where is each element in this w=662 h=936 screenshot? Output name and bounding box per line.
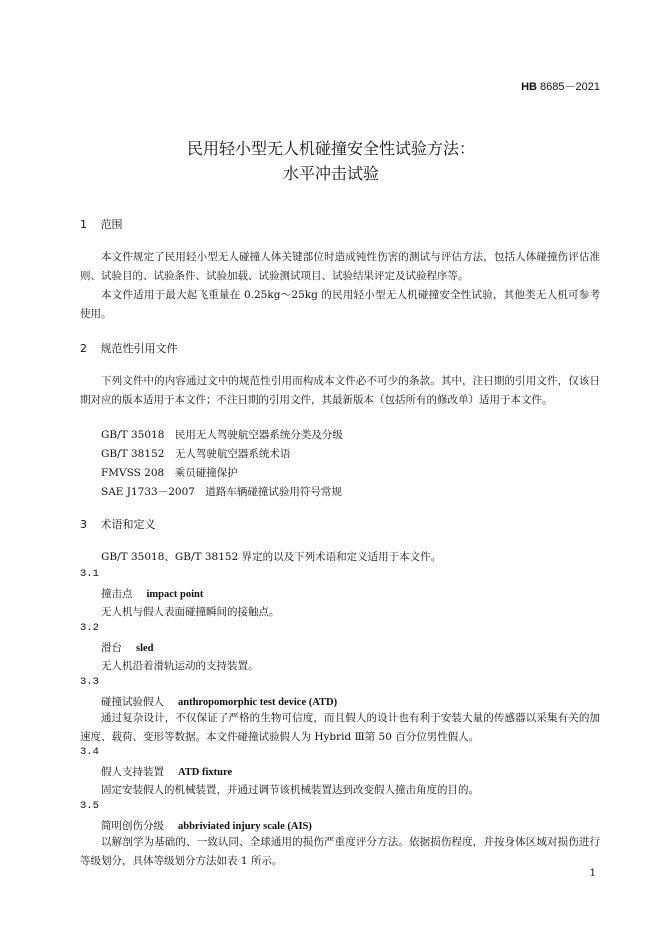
reference-item: GB/T 38152 无人驾驶航空器系统术语 [101, 448, 291, 460]
scope-paragraph-2: 本文件适用于最大起飞重量在 0.25kg～25kg 的民用轻小型无人机碰撞安全性试验，其他类无人机可参考使用。 [80, 289, 600, 320]
term-entry [101, 764, 232, 779]
term-definition: 以解剖学为基础的、一致认同、全球通用的损伤严重度评分方法。依据损伤程度，并按身体区域对损伤进行等级划分，具体等级划分方法如表 1 所示。 [80, 836, 600, 867]
section-title: 术语和定义 [100, 518, 156, 531]
section-heading-normative-references [80, 340, 178, 356]
reference-item: SAE J1733－2007 道路车辆碰撞试验用符号常规 [101, 486, 342, 498]
section-number: 2 [80, 342, 87, 355]
terms-intro: GB/T 35018、GB/T 38152 界定的以及下列术语和定义适用于本文件。 [101, 551, 442, 563]
term-entry [101, 640, 154, 655]
clause-number: 3.3 [80, 676, 99, 688]
reference-item: GB/T 35018 民用无人驾驶航空器系统分类及分级 [101, 429, 343, 441]
page-number: 1 [589, 868, 596, 879]
term-definition: 固定安装假人的机械装置，并通过调节该机械装置达到改变假人撞击角度的目的。 [101, 784, 479, 796]
term-chinese: 假人支持装置 [101, 766, 164, 778]
standard-code: 8685－2021 [537, 81, 600, 93]
clause-number: 3.4 [80, 746, 99, 758]
section-title: 规范性引用文件 [100, 342, 178, 355]
term-english: anthropomorphic test device (ATD) [178, 697, 338, 708]
term-english: abbriviated injury scale (AIS) [178, 821, 312, 832]
clause-number: 3.5 [80, 800, 99, 812]
section-number: 1 [80, 218, 87, 231]
term-english: ATD fixture [178, 767, 233, 778]
section-heading-terms [80, 516, 156, 532]
term-entry [101, 818, 312, 833]
term-definition: 无人机沿着滑轨运动的支持装置。 [101, 660, 259, 672]
document-title-line1: 民用轻小型无人机碰撞安全性试验方法： [186, 139, 475, 158]
standard-number [521, 78, 600, 94]
term-chinese: 碰撞试验假人 [101, 696, 164, 708]
term-entry [101, 694, 337, 709]
clause-number: 3.1 [80, 568, 99, 580]
section-number: 3 [80, 518, 87, 531]
term-definition: 通过复杂设计，不仅保证了严格的生物可信度，而且假人的设计也有利于安装大量的传感器以采集有关的加速度、载荷、变形等数据。本文件碰撞试验假人为 Hybrid Ⅲ第 50 百分位男性假人。 [80, 712, 600, 743]
references-paragraph: 下列文件中的内容通过文中的规范性引用而构成本文件必不可少的条款。其中，注日期的引用文件，仅该日期对应的版本适用于本文件；不注日期的引用文件，其最新版本（包括所有的修改单）适用于本文件。 [80, 375, 600, 406]
term-chinese: 滑台 [101, 642, 122, 654]
document-title-line2: 水平冲击试验 [282, 164, 379, 183]
term-entry [101, 586, 203, 601]
term-definition: 无人机与假人表面碰撞瞬间的接触点。 [101, 606, 280, 618]
clause-number: 3.2 [80, 622, 99, 634]
reference-item: FMVSS 208 乘员碰撞保护 [101, 467, 238, 479]
section-heading-scope [80, 216, 123, 232]
term-chinese: 简明创伤分级 [101, 820, 164, 832]
scope-paragraph-1: 本文件规定了民用轻小型无人碰撞人体关键部位时造成钝性伤害的测试与评估方法，包括人体碰撞伤评估准则、试验目的、试验条件、试验加载、试验测试项目、试验结果评定及试验程序等。 [80, 251, 600, 282]
section-title: 范围 [100, 218, 123, 231]
term-english: impact point [146, 589, 204, 600]
term-english: sled [136, 643, 154, 654]
term-chinese: 撞击点 [101, 588, 133, 600]
standard-prefix: HB [521, 81, 537, 93]
